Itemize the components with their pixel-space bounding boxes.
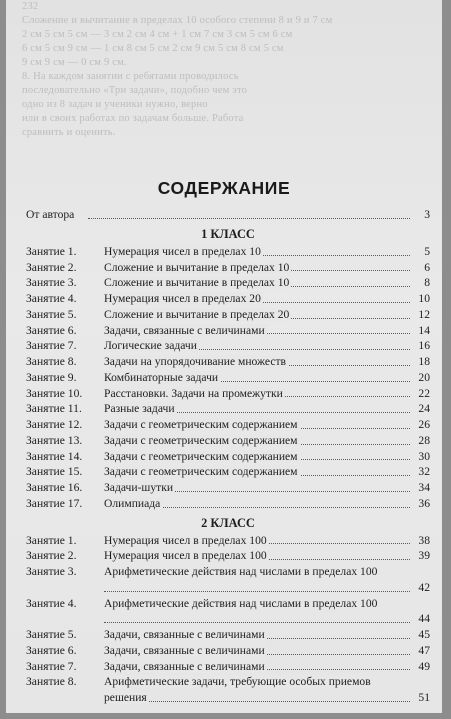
- toc-entry-page: 36: [418, 496, 430, 510]
- book-page: [6, 0, 442, 713]
- toc-entry[interactable]: [26, 307, 430, 323]
- toc-entry-page: 28: [418, 433, 430, 447]
- toc-entry-title: Логические задачи: [104, 339, 197, 353]
- toc-entry-label: Занятие 10.: [26, 386, 83, 400]
- toc-entry-page: 38: [418, 533, 430, 547]
- toc-entry-label: Занятие 2.: [26, 260, 77, 274]
- toc-entry[interactable]: [26, 386, 430, 402]
- bleed-line: одно из 8 задач и ученики нужно, верно: [22, 99, 208, 110]
- toc-entry-label: Занятие 17.: [26, 496, 83, 510]
- toc-entry-label: Занятие 3.: [26, 565, 77, 578]
- toc-entry[interactable]: [26, 643, 430, 659]
- toc-entry-title: Задачи с геометрическим содержанием: [104, 465, 298, 479]
- toc-entry-label: Занятие 7.: [26, 339, 77, 353]
- toc-intro-page: 3: [424, 208, 430, 221]
- toc-entry-title: Задачи, связанные с величинами: [104, 628, 265, 641]
- toc-intro-label: От автора: [26, 208, 75, 221]
- toc-entry[interactable]: [26, 564, 430, 596]
- toc-entry-page: 30: [418, 449, 430, 463]
- toc-entry-page: 45: [418, 628, 430, 641]
- toc-entry-title: Задачи, связанные с величинами: [104, 659, 265, 673]
- toc-entry-page: 5: [424, 244, 430, 258]
- toc-entry-title: Комбинаторные задачи: [104, 370, 219, 384]
- toc-entry-page: 51: [418, 691, 430, 704]
- bleed-line: последовательно «Три задачи», подобно чем это: [22, 85, 248, 96]
- bleed-line: 2 см 5 см 5 см — 3 см 2 см 4 см + 1 см 7 см 3 см 5 см 6 см: [22, 29, 293, 40]
- dot-leader: [88, 218, 410, 219]
- toc-entry-title: Нумерация чисел в пределах 20: [104, 292, 261, 305]
- toc-entry-label: Занятие 1.: [26, 533, 77, 547]
- bleed-line: 8. На каждом занятии с ребятами проводилось: [22, 71, 239, 82]
- toc-sections: [26, 223, 430, 706]
- toc-entry[interactable]: [26, 674, 430, 706]
- toc-entry-label: Занятие 3.: [26, 276, 77, 290]
- page-number-top: 232: [22, 1, 39, 12]
- toc-entry[interactable]: [26, 401, 430, 417]
- page-title: СОДЕРЖАНИЕ: [157, 178, 291, 198]
- toc-entry-label: Занятие 16.: [26, 481, 83, 494]
- toc-entry-title: Разные задачи: [104, 402, 175, 416]
- toc-entry-label: Занятие 5.: [26, 307, 77, 321]
- toc-entry-page: 44: [418, 612, 430, 626]
- toc-entry-label: Занятие 5.: [26, 628, 77, 641]
- dot-leader: [104, 622, 410, 623]
- dot-leader: [104, 591, 410, 592]
- toc-entry-page: 42: [418, 580, 430, 594]
- bleed-line: Сложение и вычитание в пределах 10 особого степени 8 и 9 и 7 см: [22, 15, 333, 26]
- toc-entry-title: Задачи с геометрическим содержанием: [104, 449, 298, 463]
- toc-entry[interactable]: [26, 260, 430, 276]
- toc-entry[interactable]: [26, 627, 430, 643]
- toc-entry-label: Занятие 2.: [26, 549, 77, 563]
- toc-entry-page: 49: [418, 659, 430, 673]
- toc-entry-label: Занятие 15.: [26, 465, 83, 479]
- toc-entry[interactable]: [26, 338, 430, 354]
- toc-entry-title: Нумерация чисел в пределах 10: [104, 244, 261, 258]
- section-heading: 1 КЛАСС: [201, 226, 255, 241]
- toc-entry-page: 26: [418, 418, 430, 431]
- section-heading: 2 КЛАСС: [201, 515, 255, 530]
- toc-entry[interactable]: [26, 275, 430, 291]
- toc-entry-page: 34: [418, 481, 430, 494]
- toc-entry-label: Занятие 6.: [26, 323, 77, 337]
- toc-entry[interactable]: [26, 370, 430, 386]
- toc-entry[interactable]: [26, 596, 430, 628]
- toc-entry-page: 6: [424, 260, 430, 274]
- toc-entry-title: Расстановки. Задачи на промежутки: [104, 386, 283, 400]
- toc-entry[interactable]: [26, 323, 430, 339]
- toc-entry-page: 16: [418, 339, 430, 353]
- toc-entry-page: 39: [418, 549, 430, 563]
- toc-entry-title: Задачи, связанные с величинами: [104, 643, 265, 657]
- toc-entry-page: 18: [418, 355, 430, 368]
- toc-entry-title: Задачи с геометрическим содержанием: [104, 418, 298, 431]
- toc-entry-title: Арифметические действия над числами в пределах 100: [104, 596, 378, 610]
- toc-entry[interactable]: [26, 244, 430, 260]
- toc-entry-label: Занятие 13.: [26, 433, 83, 447]
- toc-entry[interactable]: [26, 433, 430, 449]
- toc-entry-label: Занятие 8.: [26, 675, 77, 689]
- bleed-through-text: [22, 0, 432, 178]
- toc-entry[interactable]: [26, 291, 430, 307]
- toc-entry-label: Занятие 8.: [26, 355, 77, 368]
- toc-entry-title: Сложение и вычитание в пределах 20: [104, 307, 290, 321]
- toc-entry-label: Занятие 4.: [26, 292, 77, 305]
- toc-entry-label: Занятие 9.: [26, 370, 77, 384]
- toc-entry-title: Сложение и вычитание в пределах 10: [104, 276, 290, 290]
- toc-entry-page: 47: [418, 643, 430, 657]
- toc-entry-title: Нумерация чисел в пределах 100: [104, 533, 267, 547]
- toc-entry-label: Занятие 11.: [26, 402, 82, 416]
- toc-entry-page: 20: [418, 370, 430, 384]
- toc-entry-page: 22: [418, 386, 430, 400]
- toc-entry-page: 14: [418, 323, 430, 337]
- toc-entry-label: Занятие 14.: [26, 449, 83, 463]
- toc-entry-label: Занятие 4.: [26, 596, 77, 610]
- bleed-line: 6 см 5 см 9 см — 1 см 8 см 5 см 2 см 9 см 5 см 8 см 5 см: [22, 43, 284, 54]
- toc-entry-page: 24: [418, 402, 430, 416]
- toc-intro[interactable]: [26, 207, 430, 223]
- toc-entry-page: 32: [418, 465, 430, 479]
- toc-entry[interactable]: [26, 354, 430, 370]
- toc-entry-title: Задачи-шутки: [104, 481, 174, 494]
- toc-entry-title: Задачи с геометрическим содержанием: [104, 433, 298, 447]
- bleed-line: или в своих работах по задачам больше. Работа: [22, 113, 244, 124]
- bleed-line: сравнить и оценить.: [22, 127, 116, 138]
- toc-entry[interactable]: [26, 548, 430, 564]
- toc-entry-title: Олимпиада: [104, 496, 161, 510]
- toc-entry-label: Занятие 1.: [26, 244, 77, 258]
- toc-entry-title: Арифметические действия над числами в пределах 100: [104, 565, 378, 578]
- toc-entry-title: Нумерация чисел в пределах 100: [104, 549, 267, 563]
- table-of-contents: [26, 207, 430, 706]
- toc-entry[interactable]: [26, 449, 430, 465]
- toc-entry-label: Занятие 6.: [26, 643, 77, 657]
- toc-entry[interactable]: [26, 496, 430, 512]
- bleed-line: 9 см 9 см — 0 см 9 см.: [22, 57, 127, 68]
- toc-entry[interactable]: [26, 480, 430, 496]
- toc-entry-page: 8: [424, 276, 430, 290]
- toc-entry-title: Арифметические задачи, требующие особых приемов решения: [104, 675, 371, 704]
- toc-entry[interactable]: [26, 417, 430, 433]
- toc-entry[interactable]: [26, 464, 430, 480]
- toc-entry-label: Занятие 7.: [26, 659, 77, 673]
- toc-entry-title: Задачи, связанные с величинами: [104, 323, 265, 337]
- toc-entry-page: 12: [418, 307, 430, 321]
- toc-entry[interactable]: [26, 659, 430, 675]
- toc-entry-page: 10: [418, 292, 430, 305]
- toc-entry-title: Сложение и вычитание в пределах 10: [104, 260, 290, 274]
- toc-entry-title: Задачи на упорядочивание множеств: [104, 355, 287, 368]
- toc-entry[interactable]: [26, 533, 430, 549]
- toc-entry-label: Занятие 12.: [26, 418, 83, 431]
